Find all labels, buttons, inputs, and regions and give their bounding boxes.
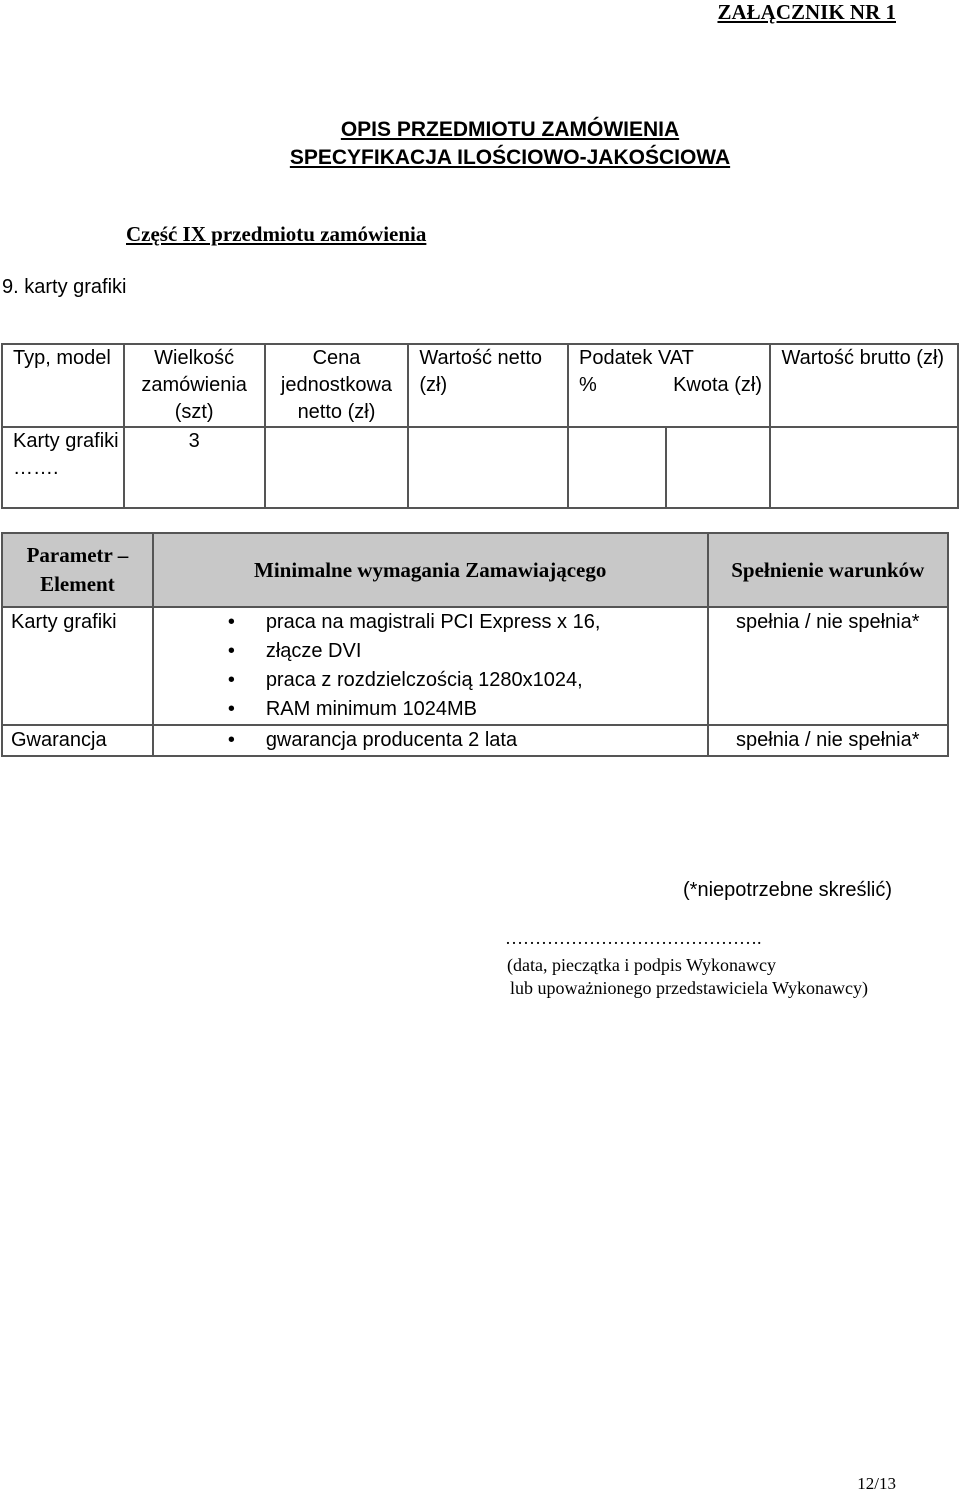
item-net-value (408, 427, 568, 508)
row-element: Karty grafiki (2, 607, 153, 725)
requirement-item: • złącze DVI (154, 637, 707, 666)
requirement-item: • RAM minimum 1024MB (154, 695, 707, 724)
requirement-item: • gwarancja producenta 2 lata (154, 726, 707, 755)
footnote: (*niepotrzebne skreślić) (683, 879, 892, 901)
row-requirements (153, 725, 708, 756)
header-parameter: Parametr – Element (2, 533, 153, 607)
item-gross-value (770, 427, 958, 508)
header-vat-percent: % (568, 372, 666, 400)
requirement-item: • praca z rozdzielczością 1280x1024, (154, 666, 707, 695)
header-net-value: Wartość netto (zł) (408, 344, 568, 427)
section-heading: 9. karty grafiki (2, 276, 127, 298)
row-element: Gwarancja (2, 725, 153, 756)
signature-caption-1: (data, pieczątka i podpis Wykonawcy (507, 955, 776, 975)
item-vat-amount (666, 427, 771, 508)
header-vat-amount: Kwota (zł) (666, 372, 771, 427)
header-requirements: Minimalne wymagania Zamawiającego (153, 533, 708, 607)
header-fulfillment: Spełnienie warunków (708, 533, 948, 607)
signature-line: ……………………………………. (505, 928, 762, 948)
header-gross-value: Wartość brutto (zł) (770, 344, 958, 427)
item-unit-price (265, 427, 409, 508)
document-title: OPIS PRZEDMIOTU ZAMÓWIENIA (340, 118, 680, 141)
annex-title: ZAŁĄCZNIK NR 1 (717, 0, 896, 24)
item-name: Karty grafiki ……. (2, 427, 124, 508)
page-number: 12/13 (857, 1474, 896, 1493)
part-heading: Część IX przedmiotu zamówienia (126, 222, 427, 246)
signature-caption-2: lub upoważnionego przedstawiciela Wykonawcy) (510, 978, 868, 998)
row-fulfillment: spełnia / nie spełnia* (708, 607, 948, 725)
vat-percent-spacer (568, 400, 666, 427)
requirement-item: • praca na magistrali PCI Express x 16, (154, 608, 707, 637)
header-unit-price: Cena jednostkowa netto (zł) (265, 344, 409, 427)
header-vat: Podatek VAT (568, 344, 770, 372)
row-requirements (153, 607, 708, 725)
price-table (1, 343, 959, 509)
document-subtitle: SPECYFIKACJA ILOŚCIOWO-JAKOŚCIOWA (289, 146, 731, 169)
header-quantity: Wielkość zamówienia (szt) (124, 344, 265, 427)
item-quantity: 3 (124, 427, 265, 508)
item-vat-percent (568, 427, 666, 508)
row-fulfillment: spełnia / nie spełnia* (708, 725, 948, 756)
requirements-table (1, 532, 949, 757)
header-type-model: Typ, model (2, 344, 124, 427)
